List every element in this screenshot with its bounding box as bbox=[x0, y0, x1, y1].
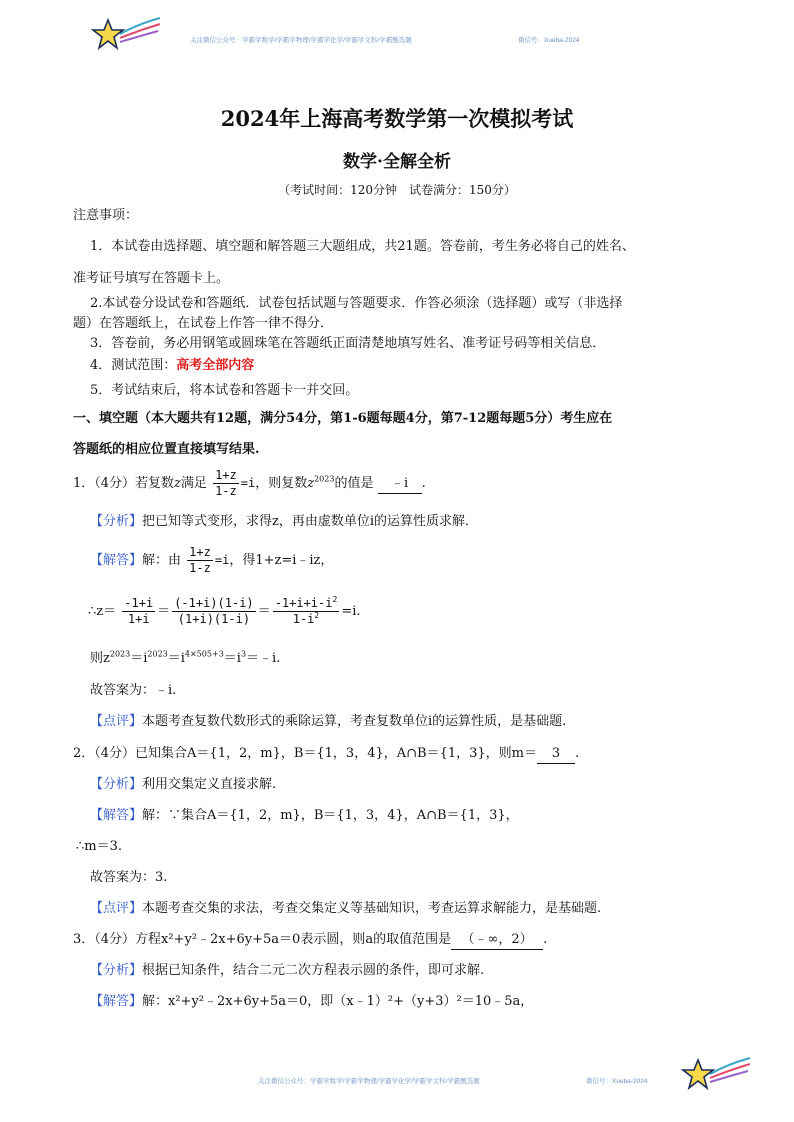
q3-stem: 3．（4分）方程x²+y²﹣2x+6y+5a＝0表示圆，则a的取值范围是 （﹣∞，2） . bbox=[73, 931, 547, 950]
q2-answer-line: 故答案为：3. bbox=[90, 870, 168, 885]
q1-answer: ﹣i bbox=[378, 475, 422, 494]
q1-answer-line: 故答案为：﹣i. bbox=[90, 683, 177, 698]
section-1-heading-b: 答题纸的相应位置直接填写结果. bbox=[73, 442, 260, 457]
header-logo bbox=[90, 14, 162, 58]
note-2b: 题）在答题纸上，在试卷上作答一律不得分． bbox=[73, 316, 334, 331]
q1-derivation: ∴z＝ $\frac{-1+i}{1+i}$ ＝ $\frac{(-1+i)(1-i)}{(1+i)(1-i)}$ ＝ $\frac{-1+i+i-i^2}{1-i^2}$ =i. bbox=[88, 595, 361, 626]
solution-tag: 【解答】 bbox=[90, 553, 143, 568]
star-logo-icon bbox=[90, 14, 162, 58]
note-4-scope: 高考全部内容 bbox=[176, 358, 255, 373]
note-2a: 2.本试卷分设试卷和答题纸．试卷包括试题与答题要求．作答必须涂（选择题）或写（非选择 bbox=[90, 296, 623, 311]
analysis-tag: 【分析】 bbox=[90, 514, 143, 529]
q3-analysis: 【分析】根据已知条件，结合二元二次方程表示圆的条件，即可求解. bbox=[90, 963, 485, 978]
note-5: 5．考试结束后，将本试卷和答题卡一并交回。 bbox=[90, 383, 359, 398]
note-1a: 1．本试卷由选择题、填空题和解答题三大题组成，共21题。答卷前，考生务必将自己的姓名、 bbox=[90, 239, 635, 254]
comment-tag: 【点评】 bbox=[90, 714, 143, 729]
footer-wechat-id: 微信号：Xueba-2024 bbox=[586, 1078, 648, 1085]
header-wechat-id: 微信号：Xueba-2024 bbox=[518, 37, 580, 44]
header-wechat: 关注微信公众号：学霸学数学/学霸学物理/学霸学化学/学霸学文科/学霸甄选题 bbox=[190, 37, 412, 44]
q2-answer: 3 bbox=[537, 745, 575, 764]
note-4-prefix: 4．测试范围： bbox=[90, 358, 177, 373]
note-1b: 准考证号填写在答题卡上。 bbox=[73, 271, 230, 286]
q1-fraction: $\frac{1+z}{1-z}$ bbox=[215, 468, 237, 498]
q3-answer: （﹣∞，2） bbox=[451, 931, 543, 950]
q2-analysis: 【分析】利用交集定义直接求解. bbox=[90, 777, 277, 792]
q2-comment: 【点评】本题考查交集的求法，考查交集定义等基础知识，考查运算求解能力，是基础题. bbox=[90, 901, 602, 916]
page-title: 2024年上海高考数学第一次模拟考试 bbox=[220, 106, 574, 131]
section-1-heading-a: 一、填空题（本大题共有12题，满分54分，第1-6题每题4分，第7-12题每题5分）考生应在 bbox=[73, 411, 613, 426]
footer-wechat: 关注微信公众号：学霸学数学/学霸学物理/学霸学化学/学霸学文科/学霸甄选题 bbox=[258, 1078, 480, 1085]
q1-power-line: 则$z^{2023}=i^{2023}=i^{4\times 505+3}=i^3=﹣i$. bbox=[90, 649, 281, 666]
note-3: 3．答卷前，务必用钢笔或圆珠笔在答题纸正面清楚地填写姓名、准考证号码等相关信息． bbox=[90, 336, 606, 351]
footer-logo bbox=[680, 1054, 752, 1098]
q3-solution: 【解答】解：x²+y²﹣2x+6y+5a＝0，即（x﹣1）²+（y+3）²＝10﹣5a， bbox=[90, 994, 534, 1009]
q2-stem: 2．（4分）已知集合A＝{1，2，m}，B＝{1，3，4}，A∩B＝{1，3}，则m＝ 3 . bbox=[73, 745, 579, 764]
note-4 bbox=[90, 357, 254, 375]
q1-analysis: 【分析】把已知等式变形，求得z，再由虚数单位i的运算性质求解． bbox=[90, 514, 479, 529]
notes-heading: 注意事项： bbox=[73, 208, 139, 223]
q1-solution: 【解答】解：由 $\frac{1+z}{1-z}$ =i，得1+z=i﹣iz， bbox=[90, 545, 334, 575]
q1-comment: 【点评】本题考查复数代数形式的乘除运算，考查复数单位i的运算性质，是基础题. bbox=[90, 714, 567, 729]
exam-info: （考试时间：120分钟 试卷满分：150分） bbox=[278, 183, 516, 197]
q1-stem: 1．（4分）若复数z满足 $\frac{1+z}{1-z}$ =i，则复数$z^{2023}$的值是 ﹣i . bbox=[73, 468, 426, 498]
q2-solution-line2: ∴m＝3. bbox=[76, 839, 123, 854]
star-logo-icon bbox=[680, 1054, 752, 1098]
page-subtitle: 数学·全解全析 bbox=[343, 152, 451, 172]
q2-solution: 【解答】解：∵集合A＝{1，2，m}，B＝{1，3，4}，A∩B＝{1，3}， bbox=[90, 808, 519, 823]
